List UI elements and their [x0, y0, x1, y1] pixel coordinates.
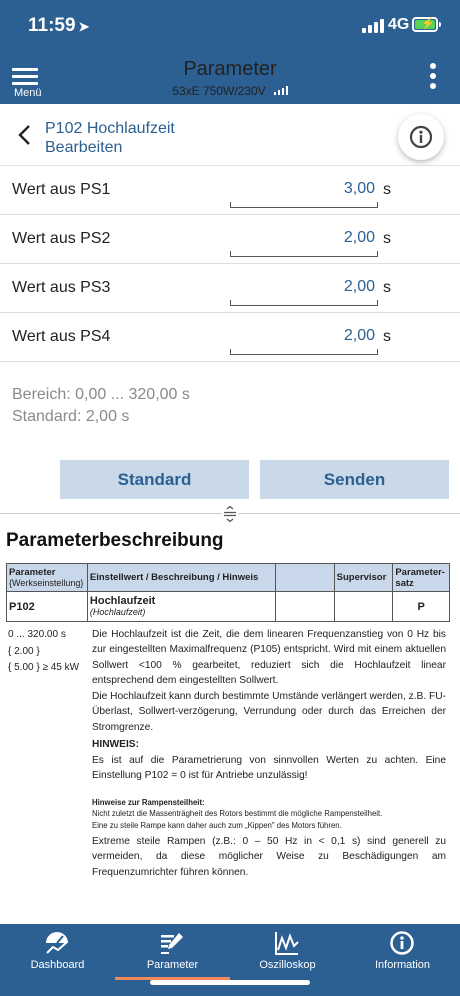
input-underline	[230, 349, 378, 355]
status-time: 11:59 ➤	[28, 15, 90, 36]
tab-information[interactable]: Information	[345, 924, 460, 980]
oscilloscope-icon	[274, 930, 300, 956]
cellular-signal-icon	[362, 19, 384, 33]
ramp-line-2: Eine zu steile Rampe kann daher auch zum „Kippen" des Motors führen.	[92, 821, 342, 830]
value-row-ps1	[0, 166, 460, 215]
dashboard-icon	[44, 930, 70, 956]
range-text: Bereich: 0,00 ... 320,00 s	[12, 386, 190, 403]
description-title: Parameterbeschreibung	[6, 530, 224, 551]
param-satz: P	[393, 592, 450, 622]
hinweis-title: HINWEIS:	[92, 739, 139, 750]
page-title: P102 Hochlaufzeit Bearbeiten	[45, 120, 175, 156]
table-row	[7, 592, 450, 622]
connection-signal-icon	[274, 86, 288, 95]
tab-parameter[interactable]: Parameter	[115, 924, 230, 980]
tab-oscilloscope[interactable]: Oszilloskop	[230, 924, 345, 980]
standard-button[interactable]: Standard	[60, 460, 249, 499]
default-value-large: { 5.00 } ≥ 45 kW	[8, 662, 80, 673]
ps4-value-input[interactable]: 2,00	[343, 327, 375, 344]
status-bar	[0, 0, 460, 52]
row-unit: s	[383, 328, 391, 345]
info-circle-icon	[409, 125, 433, 149]
value-row-ps4	[0, 313, 460, 362]
ramp-line-1: Nicht zuletzt die Massenträgheit des Rotors bestimmt die mögliche Rampensteilheit.	[92, 809, 383, 818]
header-subtitle: 53xE 750W/230V	[0, 84, 460, 98]
sub-header	[0, 104, 460, 166]
network-type: 4G	[388, 16, 410, 33]
input-underline	[230, 251, 378, 257]
back-chevron-icon[interactable]	[16, 122, 36, 148]
row-unit: s	[383, 279, 391, 296]
row-label: Wert aus PS1	[12, 181, 111, 198]
default-value: { 2.00 }	[8, 646, 40, 657]
location-arrow-icon: ➤	[78, 19, 90, 34]
description-paragraph-2: Die Hochlaufzeit kann durch bestimmte Umstände verlängert werden, z.B. FU-Überlast, Sollwert-verzögerung, Verrundung oder durch das Erreichen der Stromgrenze.	[92, 691, 446, 733]
input-underline	[230, 300, 378, 306]
ramp-title: Hinweise zur Rampensteilheit:	[92, 798, 205, 807]
ps2-value-input[interactable]: 2,00	[343, 229, 375, 246]
row-label: Wert aus PS4	[12, 328, 111, 345]
row-label: Wert aus PS3	[12, 279, 111, 296]
th-supervisor: Supervisor	[334, 564, 393, 592]
param-name: Hochlaufzeit (Hochlaufzeit)	[87, 592, 275, 622]
empty-cell	[276, 592, 335, 622]
th-parameter: Parameter {Werkseinstellung}	[7, 564, 88, 592]
ps3-value-input[interactable]: 2,00	[343, 278, 375, 295]
value-row-ps2	[0, 215, 460, 264]
tab-dashboard[interactable]: Dashboard	[0, 924, 115, 980]
more-options-button[interactable]	[428, 63, 438, 93]
row-unit: s	[383, 181, 391, 198]
more-vertical-icon	[430, 63, 436, 69]
header-title: Parameter	[183, 58, 277, 80]
tab-bar	[0, 924, 460, 996]
th-empty	[276, 564, 335, 592]
row-unit: s	[383, 230, 391, 247]
ps1-value-input[interactable]: 3,00	[343, 180, 375, 197]
input-underline	[230, 202, 378, 208]
supervisor-cell	[334, 592, 393, 622]
resize-handle-icon[interactable]	[222, 506, 238, 522]
description-paragraph-3: Extreme steile Rampen (z.B.: 0 – 50 Hz in < 0,1 s) sind generell zu vermeiden, da diese möglicher Weise zu Beschädigungen am Frequenzumrichter führen können.	[92, 836, 446, 878]
th-parametersatz: Parameter- satz	[393, 564, 450, 592]
row-label: Wert aus PS2	[12, 230, 111, 247]
information-icon	[389, 930, 415, 956]
info-button[interactable]	[398, 114, 444, 160]
battery-icon: ⚡	[412, 17, 438, 32]
parameter-table	[6, 563, 450, 622]
description-paragraph-1: Die Hochlaufzeit ist die Zeit, die dem linearen Frequenzanstieg von 0 Hz bis zur eingestellten Maximalfrequenz (P105) entspricht. Wird mit einem aktuellen Sollwert <100 % gearbeitet, reduziert sich die Hochlaufzeit linear entsprechend dem eingestellten Sollwert.	[92, 629, 446, 687]
param-code: P102	[7, 592, 88, 622]
table-header-row	[7, 564, 450, 592]
th-einstellwert: Einstellwert / Beschreibung / Hinweis	[87, 564, 275, 592]
value-row-ps3	[0, 264, 460, 313]
hinweis-text: Es ist auf die Parametrierung von sinnvollen Werten zu achten. Eine Einstellung P102 = 0 ist für Antriebe unzulässig!	[92, 755, 446, 782]
default-text: Standard: 2,00 s	[12, 408, 130, 425]
menu-label: Menü	[14, 87, 42, 99]
range-value: 0 ... 320.00 s	[8, 629, 66, 640]
send-button[interactable]: Senden	[260, 460, 449, 499]
parameter-edit-icon	[159, 930, 185, 956]
home-indicator	[150, 980, 310, 985]
